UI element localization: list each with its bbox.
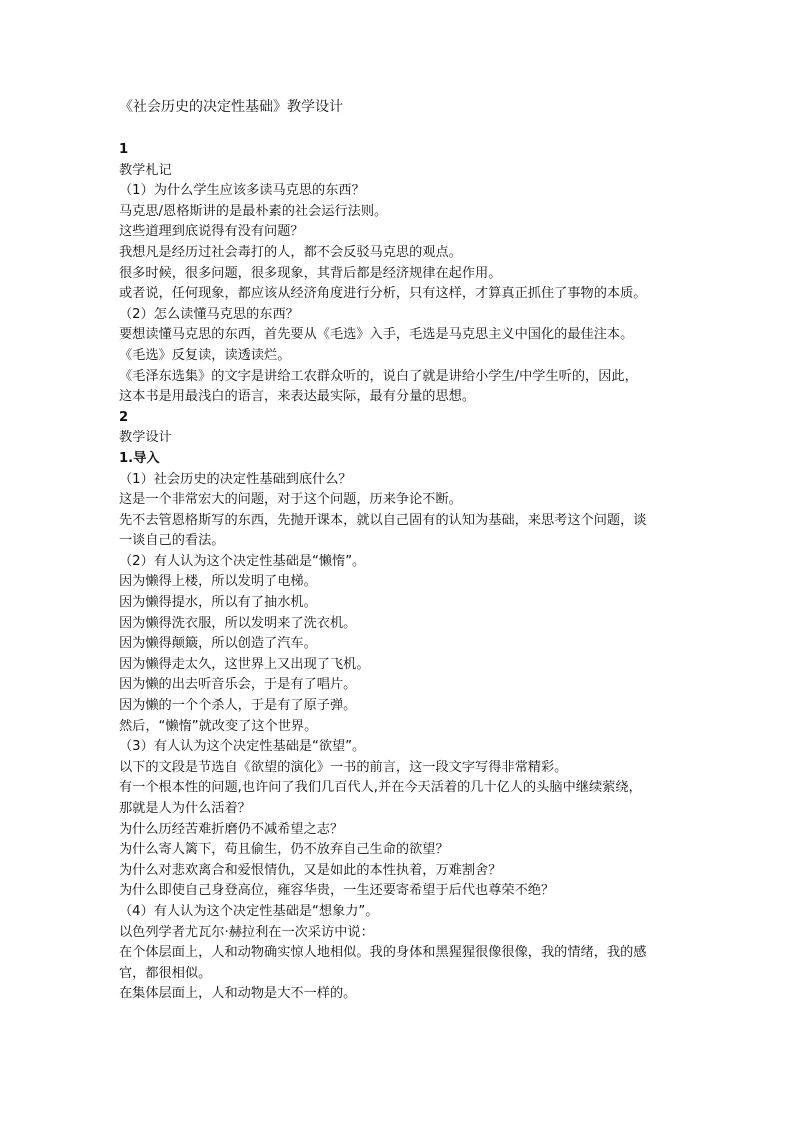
text-line: 因为懒得颠簸，所以创造了汽车。 (119, 636, 317, 652)
text-line: 为什么对悲欢离合和爱恨情仇，又是如此的本性执着，万难割舍？ (119, 862, 502, 878)
text-line: 在个体层面上，人和动物确实惊人地相似。我的身体和黑猩猩很像很像，我的情绪，我的感 (119, 945, 647, 961)
text-line: 因为懒的出去听音乐会，于是有了唱片。 (119, 677, 357, 693)
text-line: 《毛选》反复读，读透读烂。 (119, 347, 291, 363)
text-line: （4）有人认为这个决定性基础是“想象力”。 (119, 903, 379, 919)
text-line: 以下的文段是节选自《欲望的演化》一书的前言，这一段文字写得非常精彩。 (119, 759, 568, 775)
text-line: （1）社会历史的决定性基础到底什么？ (119, 471, 352, 487)
section-number: 2 (119, 409, 129, 425)
text-line: 要想读懂马克思的东西，首先要从《毛选》入手，毛选是马克思主义中国化的最佳注本。 (119, 327, 634, 343)
text-line: 很多时候，很多问题，很多现象，其背后都是经济规律在起作用。 (119, 265, 502, 281)
text-line: 一谈自己的看法。 (119, 533, 225, 549)
text-line: 这是一个非常宏大的问题，对于这个问题，历来争论不断。 (119, 492, 462, 508)
text-line: 教学札记 (119, 162, 172, 178)
text-line: 官，都很相似。 (119, 965, 212, 981)
text-line: （2）有人认为这个决定性基础是“懒惰”。 (119, 553, 366, 569)
section-number: 1.导入 (119, 450, 160, 466)
text-line: 那就是人为什么活着？ (119, 801, 251, 816)
text-line: 这些道理到底说得有没有问题？ (119, 224, 304, 240)
text-line: 因为懒得提水，所以有了抽水机。 (119, 595, 317, 611)
document-body (119, 140, 689, 1005)
text-line: 我想凡是经历过社会毒打的人，都不会反驳马克思的观点。 (119, 244, 462, 260)
text-line: 因为懒的一个个杀人，于是有了原子弹。 (119, 698, 357, 714)
text-line: 因为懒得上楼，所以发明了电梯。 (119, 574, 317, 590)
text-line: 在集体层面上，人和动物是大不一样的。 (119, 986, 357, 1002)
text-line: 先不去管恩格斯写的东西，先抛开课本，就以自己固有的认知为基础，来思考这个问题，谈 (119, 512, 647, 528)
text-line: （3）有人认为这个决定性基础是“欲望”。 (119, 739, 366, 755)
section-number: 1 (119, 142, 129, 157)
text-line: 因为懒得走太久，这世界上又出现了飞机。 (119, 656, 370, 672)
text-line: 因为懒得洗衣服，所以发明来了洗衣机。 (119, 615, 357, 631)
text-line: （2）怎么读懂马克思的东西？ (119, 306, 299, 322)
text-line: 以色列学者尤瓦尔·赫拉利在一次采访中说： (119, 924, 374, 940)
text-line: 教学设计 (119, 430, 172, 446)
text-line: 马克思/恩格斯讲的是最朴素的社会运行法则。 (119, 203, 388, 219)
text-line: 为什么寄人篱下，苟且偷生，仍不放弃自己生命的欲望？ (119, 842, 449, 858)
text-line: 有一个根本性的问题,也许问了我们几百代人,并在今天活着的几十亿人的头脑中继续萦绕， (119, 780, 642, 796)
text-line: （1）为什么学生应该多读马克思的东西？ (119, 183, 365, 199)
text-line: 为什么即使自己身登高位，雍容华贵，一生还要寄希望于后代也尊荣不绝？ (119, 883, 555, 899)
text-line: 然后，“懒惰”就改变了这个世界。 (119, 718, 318, 734)
document-title: 《社会历史的决定性基础》教学设计 (119, 99, 343, 115)
text-line: 为什么历经苦难折磨仍不减希望之志？ (119, 821, 344, 837)
text-line: 或者说，任何现象，都应该从经济角度进行分析，只有这样，才算真正抓住了事物的本质。 (119, 286, 647, 302)
text-line: 《毛泽东选集》的文字是讲给工农群众听的，说白了就是讲给小学生/中学生听的，因此， (119, 368, 638, 384)
text-line: 这本书是用最浅白的语言，来表达最实际，最有分量的思想。 (119, 389, 476, 405)
